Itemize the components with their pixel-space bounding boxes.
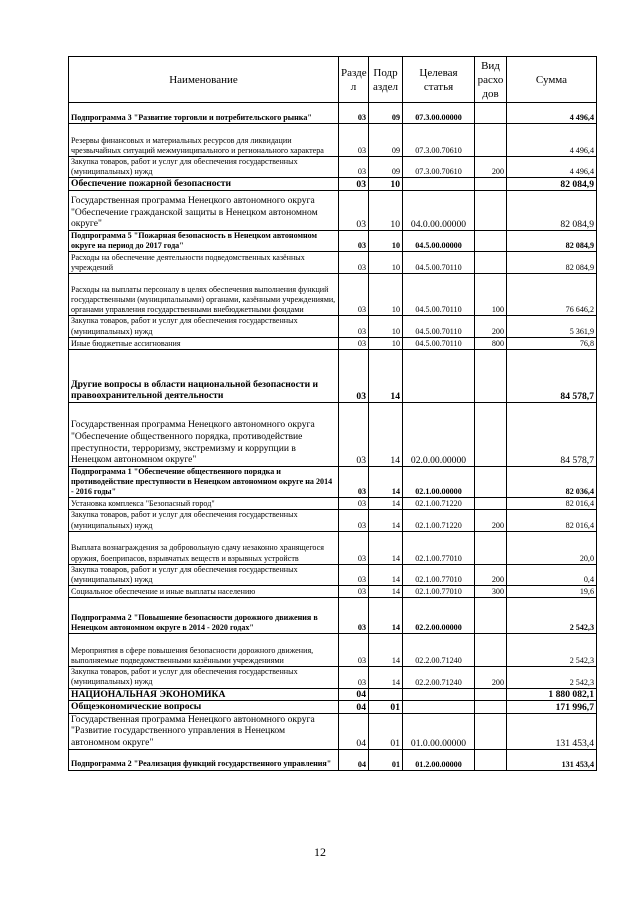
row-target: 02.1.00.71220	[403, 510, 475, 531]
table-row	[69, 402, 597, 466]
row-name: Социальное обеспечение и иные выплаты населению	[69, 586, 339, 598]
row-sum: 131 453,4	[507, 713, 597, 749]
row-target: 02.1.00.77010	[403, 586, 475, 598]
row-sum: 0,4	[507, 564, 597, 585]
header-sum: Сумма	[507, 57, 597, 103]
row-vid	[475, 178, 507, 191]
row-sum: 82 084,9	[507, 178, 597, 191]
row-vid	[475, 349, 507, 402]
row-podrazdel: 09	[369, 103, 403, 124]
row-name: Иные бюджетные ассигнования	[69, 337, 339, 349]
row-razdel: 03	[339, 252, 369, 274]
table-row	[69, 274, 597, 316]
budget-table	[68, 56, 597, 771]
row-podrazdel: 14	[369, 667, 403, 688]
row-razdel: 04	[339, 749, 369, 770]
row-vid: 200	[475, 667, 507, 688]
table-row	[69, 688, 597, 701]
table-row	[69, 598, 597, 634]
row-vid	[475, 634, 507, 667]
row-name: Расходы на выплаты персоналу в целях обеспечения выполнения функций государственными (муниципальными) органами, казёнными учреждениями, органами управления государственными внебюджетными фондами	[69, 274, 339, 316]
table-row	[69, 316, 597, 337]
row-target: 01.0.00.00000	[403, 713, 475, 749]
row-podrazdel: 10	[369, 274, 403, 316]
row-name: Закупка товаров, работ и услуг для обеспечения государственных (муниципальных) нужд	[69, 157, 339, 178]
row-podrazdel: 14	[369, 402, 403, 466]
row-vid	[475, 402, 507, 466]
row-podrazdel: 14	[369, 498, 403, 510]
row-vid	[475, 103, 507, 124]
row-podrazdel: 14	[369, 466, 403, 498]
row-target: 07.3.00.70610	[403, 124, 475, 157]
row-target: 04.5.00.70110	[403, 274, 475, 316]
row-target: 07.3.00.70610	[403, 157, 475, 178]
row-sum: 20,0	[507, 531, 597, 564]
row-sum: 82 036,4	[507, 466, 597, 498]
row-sum: 171 996,7	[507, 701, 597, 714]
row-target: 04.5.00.00000	[403, 231, 475, 252]
row-sum: 2 542,3	[507, 634, 597, 667]
row-podrazdel: 10	[369, 231, 403, 252]
row-target: 04.5.00.70110	[403, 316, 475, 337]
row-target: 04.0.00.00000	[403, 191, 475, 231]
row-target	[403, 701, 475, 714]
row-name: Подпрограмма 3 "Развитие торговли и потребительского рынка"	[69, 103, 339, 124]
row-target	[403, 349, 475, 402]
row-vid	[475, 252, 507, 274]
row-target: 02.1.00.77010	[403, 531, 475, 564]
row-razdel: 03	[339, 402, 369, 466]
row-vid	[475, 191, 507, 231]
table-row	[69, 466, 597, 498]
table-row	[69, 157, 597, 178]
row-razdel: 03	[339, 337, 369, 349]
header-name: Наименование	[69, 57, 339, 103]
row-name: Подпрограмма 2 "Реализация функций государственного управления"	[69, 749, 339, 770]
row-podrazdel: 10	[369, 252, 403, 274]
row-target	[403, 688, 475, 701]
row-vid	[475, 713, 507, 749]
row-target: 02.1.00.77010	[403, 564, 475, 585]
row-razdel: 03	[339, 598, 369, 634]
row-podrazdel: 14	[369, 510, 403, 531]
row-sum: 82 084,9	[507, 252, 597, 274]
row-target: 07.3.00.00000	[403, 103, 475, 124]
row-name: Государственная программа Ненецкого автономного округа "Обеспечение гражданской защиты в Ненецком автономном округе"	[69, 191, 339, 231]
row-sum: 76,8	[507, 337, 597, 349]
row-target: 02.2.00.00000	[403, 598, 475, 634]
row-podrazdel: 14	[369, 564, 403, 585]
row-sum: 76 646,2	[507, 274, 597, 316]
row-razdel: 03	[339, 274, 369, 316]
row-target	[403, 178, 475, 191]
row-razdel: 03	[339, 510, 369, 531]
row-razdel: 04	[339, 713, 369, 749]
row-razdel: 04	[339, 688, 369, 701]
row-vid: 200	[475, 564, 507, 585]
row-razdel: 03	[339, 231, 369, 252]
table-row	[69, 531, 597, 564]
row-podrazdel: 01	[369, 701, 403, 714]
row-vid	[475, 701, 507, 714]
table-row	[69, 231, 597, 252]
row-vid	[475, 688, 507, 701]
row-name: Расходы на обеспечение деятельности подведомственных казённых учреждений	[69, 252, 339, 274]
table-row	[69, 103, 597, 124]
header-vid: Вид расхо дов	[475, 57, 507, 103]
row-razdel: 03	[339, 564, 369, 585]
table-row	[69, 124, 597, 157]
row-name: Установка комплекса "Безопасный город"	[69, 498, 339, 510]
row-target: 02.1.00.00000	[403, 466, 475, 498]
row-target: 02.2.00.71240	[403, 667, 475, 688]
header-razdel: Разде л	[339, 57, 369, 103]
table-row	[69, 498, 597, 510]
row-razdel: 03	[339, 103, 369, 124]
row-vid: 200	[475, 316, 507, 337]
row-razdel: 03	[339, 178, 369, 191]
row-vid	[475, 124, 507, 157]
row-sum: 4 496,4	[507, 124, 597, 157]
table-row	[69, 586, 597, 598]
row-podrazdel: 14	[369, 598, 403, 634]
row-sum: 1 880 082,1	[507, 688, 597, 701]
row-name: Государственная программа Ненецкого автономного округа "Развитие государственного управления в Ненецком автономном округе"	[69, 713, 339, 749]
row-vid: 300	[475, 586, 507, 598]
header-podrazdel: Подр аздел	[369, 57, 403, 103]
table-row	[69, 252, 597, 274]
page-number: 12	[314, 845, 326, 859]
row-name: Обеспечение пожарной безопасности	[69, 178, 339, 191]
row-podrazdel: 14	[369, 634, 403, 667]
row-name: Мероприятия в сфере повышения безопасности дорожного движения, выполняемые подведомственными казёнными учреждениями	[69, 634, 339, 667]
row-vid: 200	[475, 157, 507, 178]
row-sum: 82 084,9	[507, 231, 597, 252]
row-target: 02.1.00.71220	[403, 498, 475, 510]
row-razdel: 03	[339, 466, 369, 498]
row-razdel: 03	[339, 531, 369, 564]
row-target: 02.2.00.71240	[403, 634, 475, 667]
row-razdel: 03	[339, 498, 369, 510]
row-vid	[475, 231, 507, 252]
row-razdel: 03	[339, 157, 369, 178]
row-sum: 4 496,4	[507, 103, 597, 124]
row-vid	[475, 466, 507, 498]
row-sum: 82 016,4	[507, 498, 597, 510]
row-razdel: 03	[339, 634, 369, 667]
row-razdel: 03	[339, 586, 369, 598]
table-row	[69, 564, 597, 585]
row-name: НАЦИОНАЛЬНАЯ ЭКОНОМИКА	[69, 688, 339, 701]
row-sum: 82 084,9	[507, 191, 597, 231]
row-podrazdel: 10	[369, 191, 403, 231]
row-podrazdel: 14	[369, 531, 403, 564]
row-podrazdel: 01	[369, 713, 403, 749]
row-vid: 100	[475, 274, 507, 316]
table-row	[69, 634, 597, 667]
table-row	[69, 191, 597, 231]
row-vid	[475, 531, 507, 564]
row-sum: 19,6	[507, 586, 597, 598]
row-sum: 5 361,9	[507, 316, 597, 337]
table-row	[69, 713, 597, 749]
row-razdel: 03	[339, 124, 369, 157]
row-sum: 82 016,4	[507, 510, 597, 531]
table-row	[69, 667, 597, 688]
row-target: 04.5.00.70110	[403, 252, 475, 274]
table-header-row	[69, 57, 597, 103]
row-name: Закупка товаров, работ и услуг для обеспечения государственных (муниципальных) нужд	[69, 667, 339, 688]
row-name: Общеэкономические вопросы	[69, 701, 339, 714]
row-podrazdel: 10	[369, 316, 403, 337]
header-target: Целевая статья	[403, 57, 475, 103]
row-name: Подпрограмма 5 "Пожарная безопасность в Ненецком автономном округе на период до 2017 года"	[69, 231, 339, 252]
row-vid	[475, 498, 507, 510]
row-podrazdel: 10	[369, 337, 403, 349]
row-razdel: 04	[339, 701, 369, 714]
row-name: Государственная программа Ненецкого автономного округа "Обеспечение общественного порядка, противодействие преступности, терроризму, экстремизму и коррупции в Ненецком автономном округе"	[69, 402, 339, 466]
row-vid	[475, 749, 507, 770]
table-row	[69, 510, 597, 531]
row-vid	[475, 598, 507, 634]
row-vid: 200	[475, 510, 507, 531]
row-sum: 84 578,7	[507, 402, 597, 466]
row-sum: 131 453,4	[507, 749, 597, 770]
row-razdel: 03	[339, 191, 369, 231]
table-row	[69, 349, 597, 402]
row-target: 04.5.00.70110	[403, 337, 475, 349]
row-podrazdel: 14	[369, 586, 403, 598]
row-name: Другие вопросы в области национальной безопасности и правоохранительной деятельности	[69, 349, 339, 402]
table-row	[69, 178, 597, 191]
row-name: Закупка товаров, работ и услуг для обеспечения государственных (муниципальных) нужд	[69, 510, 339, 531]
row-sum: 4 496,4	[507, 157, 597, 178]
row-target: 02.0.00.00000	[403, 402, 475, 466]
row-podrazdel: 10	[369, 178, 403, 191]
row-razdel: 03	[339, 667, 369, 688]
row-razdel: 03	[339, 316, 369, 337]
row-podrazdel	[369, 688, 403, 701]
row-sum: 84 578,7	[507, 349, 597, 402]
table-row	[69, 701, 597, 714]
row-podrazdel: 09	[369, 124, 403, 157]
table-body	[69, 103, 597, 771]
table-row	[69, 749, 597, 770]
row-vid: 800	[475, 337, 507, 349]
row-name: Закупка товаров, работ и услуг для обеспечения государственных (муниципальных) нужд	[69, 564, 339, 585]
row-name: Выплата вознаграждения за добровольную сдачу незаконно хранящегося оружия, боеприпасов, взрывчатых веществ и взрывных устройств	[69, 531, 339, 564]
row-podrazdel: 14	[369, 349, 403, 402]
table-row	[69, 337, 597, 349]
row-name: Подпрограмма 1 "Обеспечение общественного порядка и противодействие преступности в Ненецком автономном округе на 2014 - 2016 годы"	[69, 466, 339, 498]
row-target: 01.2.00.00000	[403, 749, 475, 770]
row-sum: 2 542,3	[507, 667, 597, 688]
row-name: Резервы финансовых и материальных ресурсов для ликвидации чрезвычайных ситуаций межмуниципального и регионального характера	[69, 124, 339, 157]
row-podrazdel: 09	[369, 157, 403, 178]
row-podrazdel: 01	[369, 749, 403, 770]
row-name: Закупка товаров, работ и услуг для обеспечения государственных (муниципальных) нужд	[69, 316, 339, 337]
row-name: Подпрограмма 2 "Повышение безопасности дорожного движения в Ненецком автономном округе в 2014 - 2020 годах"	[69, 598, 339, 634]
row-sum: 2 542,3	[507, 598, 597, 634]
row-razdel: 03	[339, 349, 369, 402]
